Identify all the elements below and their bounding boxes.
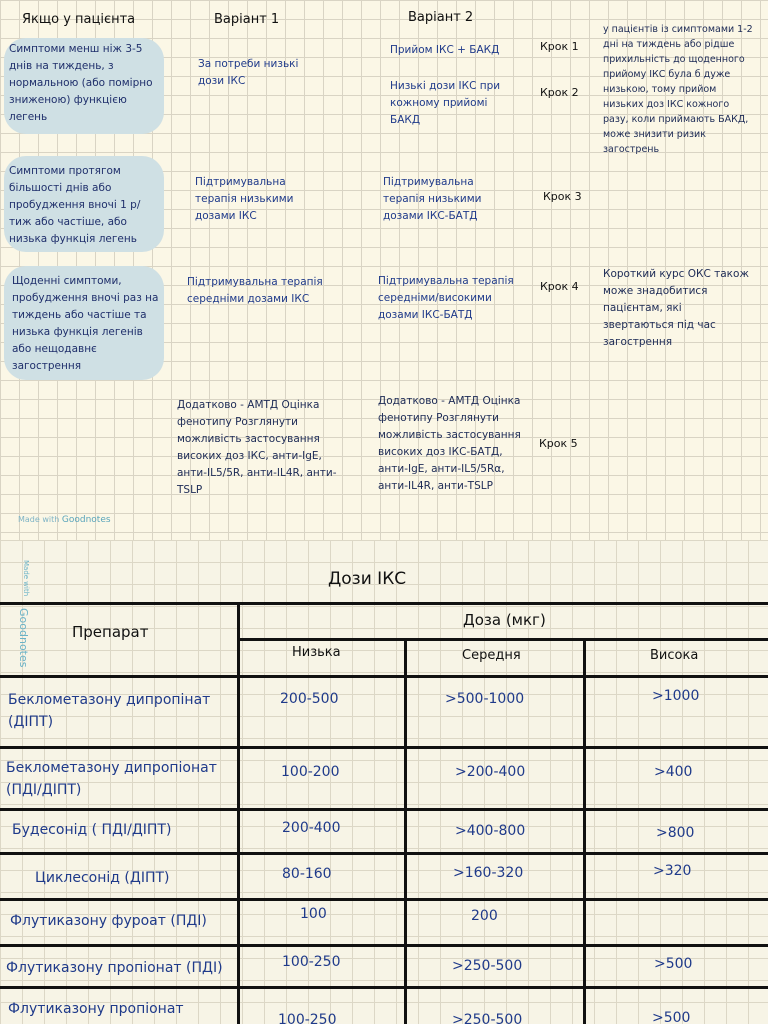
drug-name: Флутиказону пропіонат <box>8 1001 184 1017</box>
step-4-label: Крок 4 <box>540 280 579 293</box>
variant2-step2: Низькі дози ІКС при кожному прийомі БАКД <box>390 80 501 126</box>
step-5-label: Крок 5 <box>539 437 578 450</box>
side-note-step1-2: у пацієнтів із симптомами 1-2 дні на тиждень або рідше прихильність до щоденного прийому ІКС була б дуже низькою, тому прийом низьких доз ІКС кожного разу, коли приймають БАКД, може знизити ризик загострень <box>603 24 753 155</box>
header-variant-1: Варіант 1 <box>214 12 280 27</box>
row-divider <box>0 944 768 947</box>
column-header-drug: Препарат <box>72 623 149 641</box>
column-divider <box>583 638 586 1024</box>
dose-medium: >250-500 <box>452 958 523 974</box>
dose-low: 80-160 <box>282 866 332 882</box>
column-divider <box>404 638 407 1024</box>
column-header-dose: Доза (мкг) <box>463 611 546 629</box>
dose-high: >800 <box>656 825 695 841</box>
variant2-step3: Підтримувальна терапія низькими дозами ІКС-БАТД <box>383 176 482 222</box>
subheader-high: Висока <box>650 648 699 663</box>
variant2-step4: Підтримувальна терапія середніми/високими дозами ІКС-БАТД <box>378 275 514 321</box>
drug-name: Флутиказону пропіонат (ПДІ) <box>6 960 223 976</box>
table-border-top <box>0 602 768 605</box>
header-patient: Якщо у пацієнта <box>22 12 136 27</box>
drug-name: Беклометазону дипропінат (ДІПТ) <box>8 692 211 730</box>
dose-high: >500 <box>654 956 693 972</box>
dose-low: 100 <box>300 906 327 922</box>
subheader-low: Низька <box>292 645 341 660</box>
variant1-step3: Підтримувальна терапія низькими дозами ІКС <box>195 176 294 222</box>
dose-low: 200-500 <box>280 691 339 707</box>
header-variant-2: Варіант 2 <box>408 10 474 25</box>
step-3-label: Крок 3 <box>543 190 582 203</box>
step-2-label: Крок 2 <box>540 86 579 99</box>
patient-condition-2: Симптоми протягом більшості днів або пробудження вночі 1 р/тиж або частіше, або низька функція легень <box>9 165 141 245</box>
row-divider <box>0 898 768 901</box>
patient-condition-3: Щоденні симптоми, пробудження вночі раз на тиждень або частіше та низька функція легенів або нещодавнє загострення <box>12 275 159 372</box>
goodnotes-vertical-watermark: Made with Goodnotes <box>17 560 30 668</box>
dose-high: >320 <box>653 863 692 879</box>
dose-medium: >500-1000 <box>445 691 525 707</box>
dose-low: 100-250 <box>282 954 341 970</box>
dose-high: >400 <box>654 764 693 780</box>
dose-low: 100-200 <box>281 764 340 780</box>
variant2-step1: Прийом ІКС + БАКД <box>390 44 500 56</box>
subheader-medium: Середня <box>462 648 521 663</box>
dose-high: >1000 <box>652 688 700 704</box>
drug-name: Будесонід ( ПДІ/ДІПТ) <box>12 822 172 838</box>
dose-medium: >400-800 <box>455 823 526 839</box>
variant1-step5: Додатково - АМТД Оцінка фенотипу Розглянути можливість застосування високих доз ІКС, анти-IgE, анти-IL5/5R, анти-IL4R, анти-TSLP <box>177 399 337 496</box>
dose-medium: 200 <box>471 908 498 924</box>
variant2-step5: Додатково - АМТД Оцінка фенотипу Розглянути можливість застосування високих доз ІКС-БАТД, анти-IgE, анти-IL5/5Rα, анти-IL4R, анти-TSLP <box>378 395 521 492</box>
row-divider <box>0 746 768 749</box>
dose-header-divider <box>238 638 768 641</box>
drug-name: Циклесонід (ДІПТ) <box>35 870 170 886</box>
dose-medium: >200-400 <box>455 764 526 780</box>
patient-condition-1: Симптоми менш ніж 3-5 днів на тиждень, з нормальною (або помірно зниженою) функцією легень <box>9 43 153 123</box>
dose-medium: >160-320 <box>453 865 524 881</box>
dose-low: 100-250 <box>278 1012 337 1028</box>
dose-high: >500 <box>652 1010 691 1026</box>
step-1-label: Крок 1 <box>540 40 579 53</box>
row-divider <box>0 986 768 989</box>
row-divider <box>0 808 768 811</box>
drug-name: Флутиказону фуроат (ПДІ) <box>10 913 207 929</box>
drug-name: Беклометазону дипропіонат (ПДІ/ДІПТ) <box>6 760 217 798</box>
header-bottom-border <box>0 675 768 678</box>
table-title: Дози ІКС <box>328 569 407 589</box>
side-note-step4: Короткий курс ОКС також може знадобитися пацієнтам, які звертаються під час загострення <box>603 268 749 348</box>
variant1-step4: Підтримувальна терапія середніми дозами ІКС <box>187 276 323 305</box>
dose-medium: >250-500 <box>452 1012 523 1028</box>
row-divider <box>0 852 768 855</box>
variant1-step1: За потреби низькі дози ІКС <box>198 58 299 87</box>
goodnotes-watermark: Made with Goodnotes <box>18 515 111 525</box>
dose-low: 200-400 <box>282 820 341 836</box>
